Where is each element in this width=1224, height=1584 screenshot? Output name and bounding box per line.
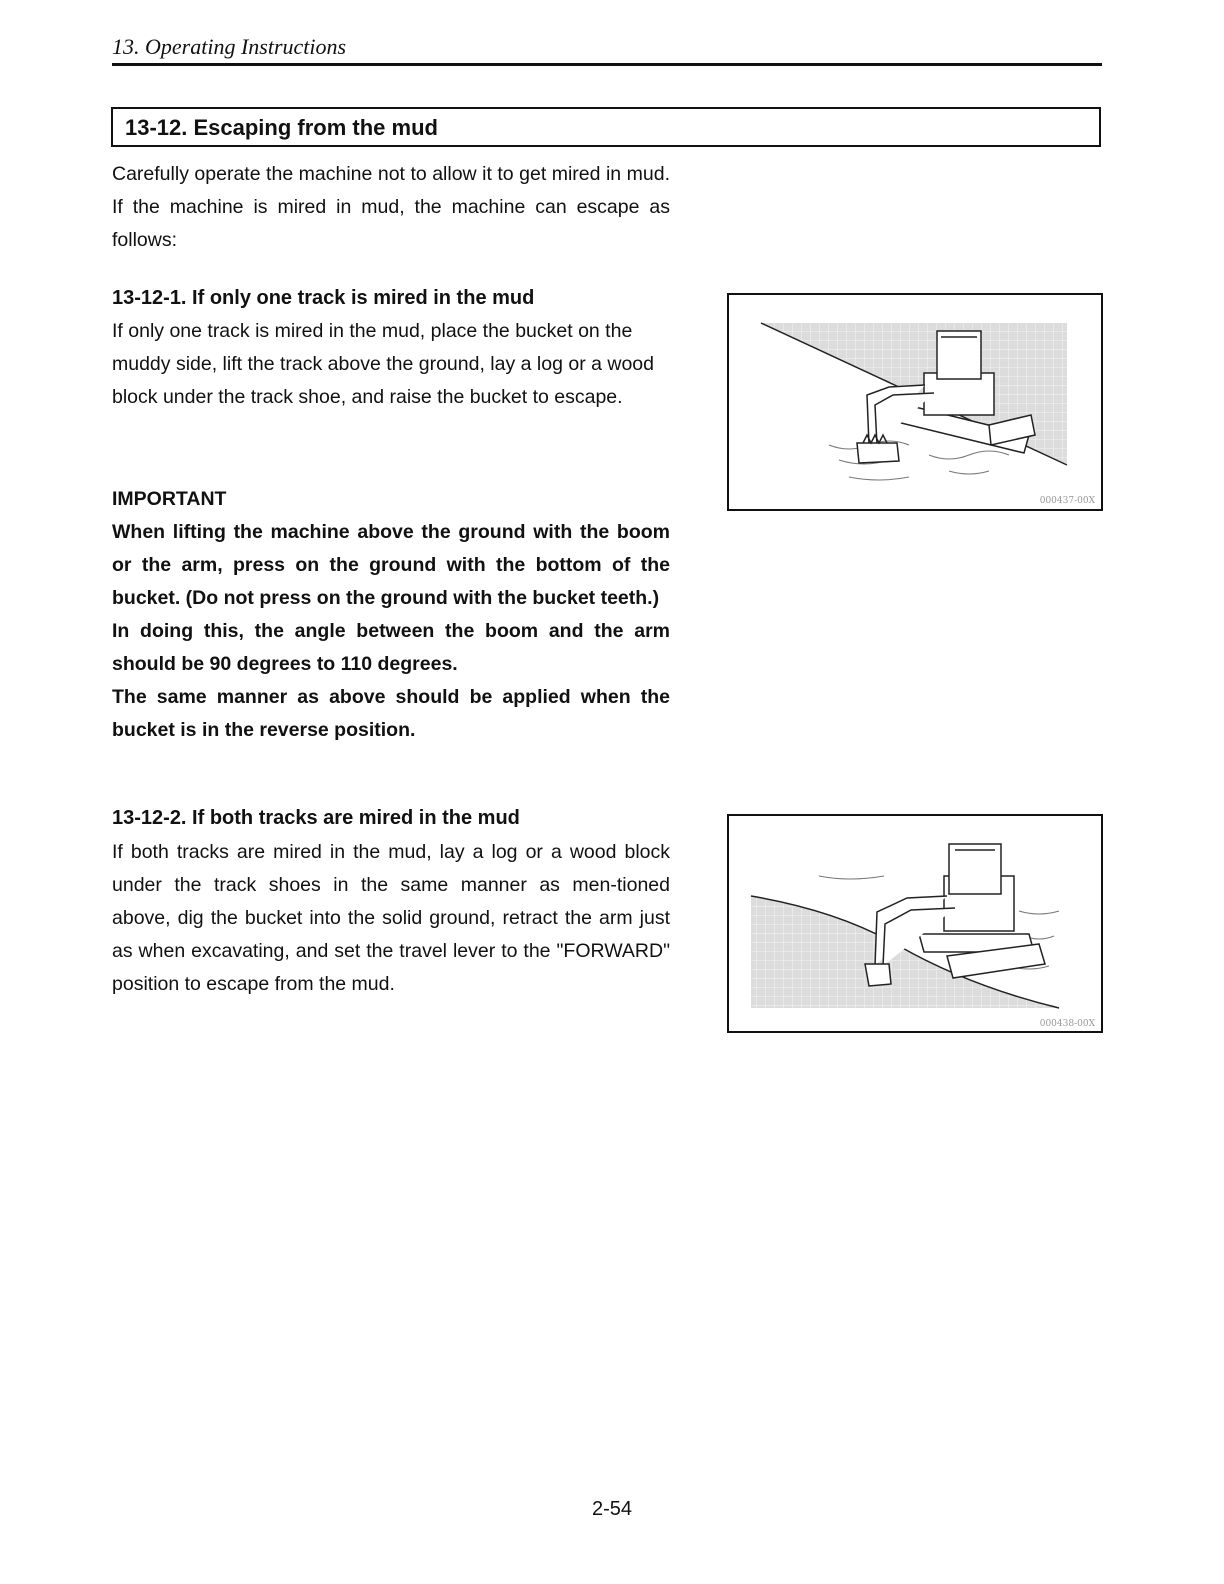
excavator-both-tracks-illustration [729,816,1101,1031]
subsection-2-body: If both tracks are mired in the mud, lay a log or a wood block under the track shoes in the same manner as men-tioned above, dig the bucket into the solid ground, retract the arm just as when excavating, and set the travel lever to the "FORWARD" position to escape from the mud. [112,841,670,995]
important-paragraph-1: When lifting the machine above the ground with the boom or the arm, press on the ground with the bottom of the bucket. (Do not press on the ground with the bucket teeth.) [112,521,670,609]
important-heading: IMPORTANT [112,488,227,510]
important-paragraph-2: In doing this, the angle between the boom and the arm should be 90 degrees to 110 degrees. [112,620,670,675]
figure-one-track-mired [727,293,1103,511]
mud-ripples [829,441,1009,480]
subsection-2-title: 13-12-2. If both tracks are mired in the mud [112,807,520,829]
figure-2-code: 000438-00X [1039,1019,1095,1029]
important-notice [112,483,670,747]
important-paragraph-3: The same manner as above should be applied when the bucket is in the reverse position. [112,686,670,741]
subsection-1-body: If only one track is mired in the mud, place the bucket on the muddy side, lift the track above the ground, lay a log or a wood block under the track shoe, and raise the bucket to escape. [112,320,654,408]
intro-paragraph: Carefully operate the machine not to allow it to get mired in mud. If the machine is mired in mud, the machine can escape as follows: [112,163,670,251]
section-title-box [111,107,1101,147]
figure-1-code: 000437-00X [1039,496,1095,506]
section-title: 13-12. Escaping from the mud [125,115,438,140]
figure-both-tracks-mired [727,814,1103,1033]
running-header: 13. Operating Instructions [112,34,1102,66]
excavator-one-track-illustration [729,295,1101,509]
subsection-1-title: 13-12-1. If only one track is mired in the mud [112,287,535,309]
page-number: 2-54 [591,1498,633,1520]
